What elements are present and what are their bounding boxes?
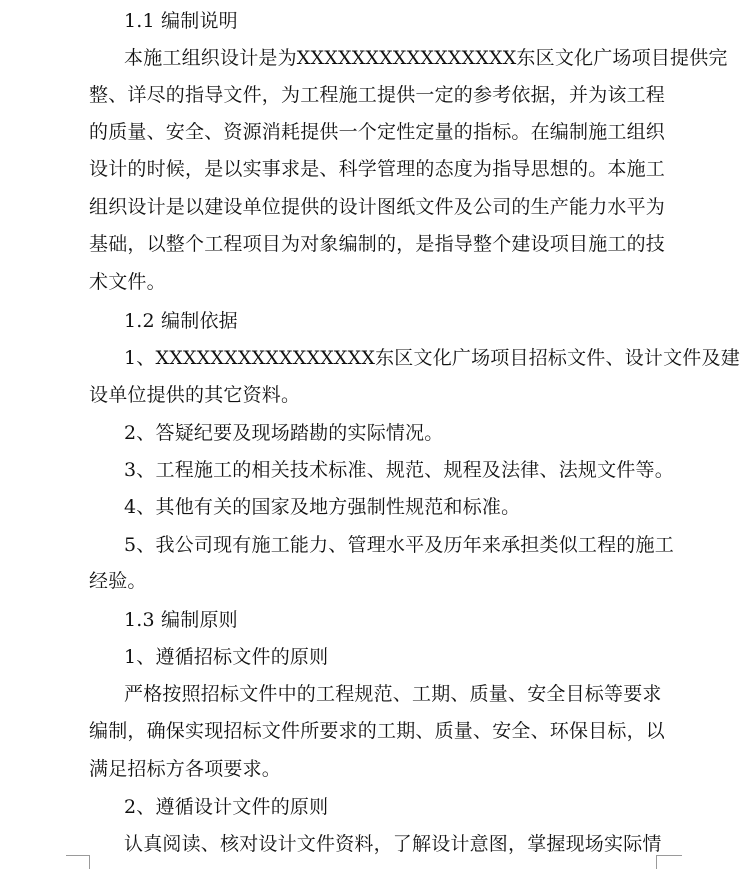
basis-item-5-cont: 经验。	[89, 570, 147, 592]
principle-2-body: 认真阅读、核对设计文件资料，了解设计意图，掌握现场实际情	[124, 833, 662, 855]
paragraph-line: 组织设计是以建设单位提供的设计图纸文件及公司的生产能力水平为	[89, 196, 666, 218]
basis-item-1-cont: 设单位提供的其它资料。	[89, 384, 301, 406]
paragraph-line: 整、详尽的指导文件，为工程施工提供一定的参考依据，并为该工程	[89, 84, 666, 106]
paragraph-line: 术文件。	[89, 271, 166, 293]
basis-item-5: 5、我公司现有施工能力、管理水平及历年来承担类似工程的施工	[124, 534, 674, 556]
basis-item-2: 2、答疑纪要及现场踏勘的实际情况。	[124, 422, 444, 444]
principle-1-body-cont: 编制，确保实现招标文件所要求的工期、质量、安全、环保目标，以	[89, 720, 666, 742]
principle-1-body: 严格按照招标文件中的工程规范、工期、质量、安全目标等要求	[124, 683, 662, 705]
basis-item-1: 1、XXXXXXXXXXXXXXXX东区文化广场项目招标文件、设计文件及建	[124, 347, 740, 369]
paragraph-line: 的质量、安全、资源消耗提供一个定性定量的指标。在编制施工组织	[89, 121, 666, 143]
paragraph-line: 设计的时候，是以实事求是、科学管理的态度为指导思想的。本施工	[89, 158, 666, 180]
section-heading-1-3: 1.3 编制原则	[124, 609, 238, 631]
crop-mark-bottom-right	[656, 855, 682, 856]
crop-mark-bottom-right-vertical	[656, 855, 657, 869]
paragraph-line: 本施工组织设计是为XXXXXXXXXXXXXXXX东区文化广场项目提供完	[124, 47, 728, 69]
basis-item-3: 3、工程施工的相关技术标准、规范、规程及法律、法规文件等。	[124, 459, 674, 481]
principle-1-body-cont: 满足招标方各项要求。	[89, 758, 282, 780]
crop-mark-bottom-left	[66, 855, 90, 856]
crop-mark-bottom-left-vertical	[89, 855, 90, 869]
section-heading-1-2: 1.2 编制依据	[124, 310, 238, 332]
principle-2-title: 2、遵循设计文件的原则	[124, 796, 329, 818]
paragraph-line: 基础，以整个工程项目为对象编制的，是指导整个建设项目施工的技	[89, 233, 666, 255]
section-heading-1-1: 1.1 编制说明	[124, 10, 238, 32]
basis-item-4: 4、其他有关的国家及地方强制性规范和标准。	[124, 496, 521, 518]
principle-1-title: 1、遵循招标文件的原则	[124, 646, 329, 668]
